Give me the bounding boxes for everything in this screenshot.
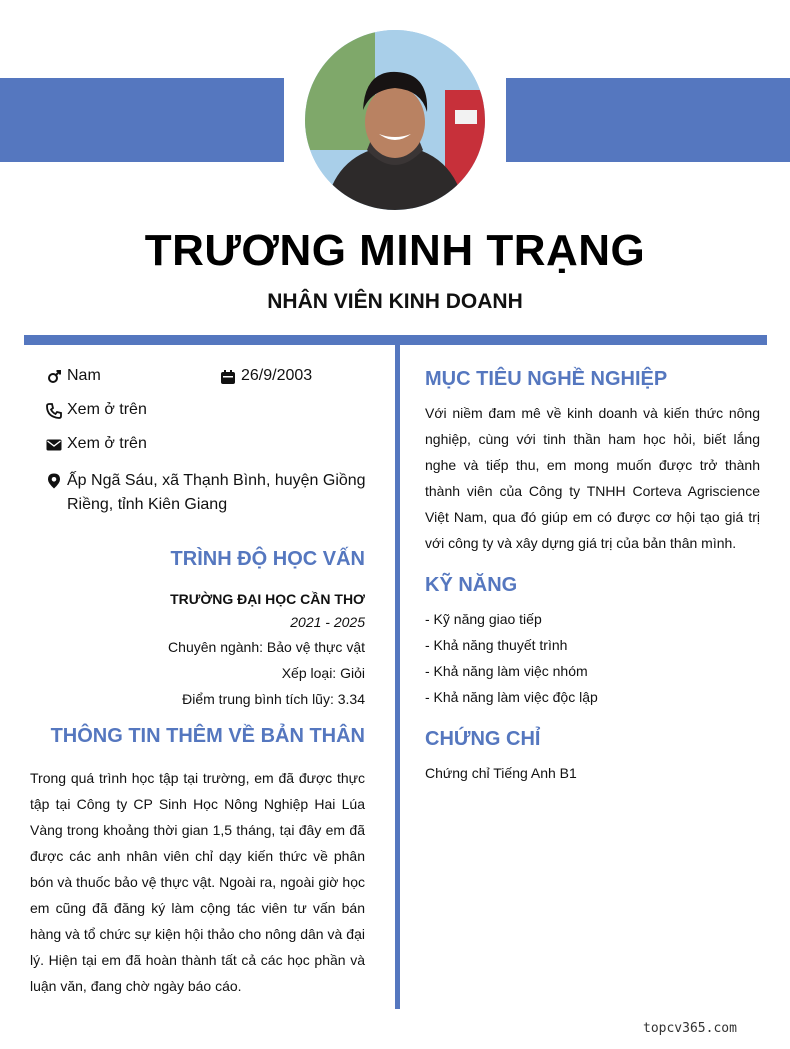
skill-item: - Khả năng làm việc độc lập bbox=[425, 689, 598, 705]
skill-item: - Khả năng thuyết trình bbox=[425, 637, 568, 653]
gpa: Điểm trung bình tích lũy: 3.34 bbox=[182, 691, 365, 707]
watermark: topcv365.com bbox=[643, 1021, 737, 1036]
about-heading: THÔNG TIN THÊM VỀ BẢN THÂN bbox=[50, 725, 365, 747]
birthday-value: 26/9/2003 bbox=[241, 367, 313, 384]
email-value: Xem ở trên bbox=[67, 435, 147, 452]
phone-icon bbox=[46, 403, 62, 419]
mail-icon bbox=[46, 437, 62, 453]
phone-value: Xem ở trên bbox=[67, 401, 147, 418]
rank: Xếp loại: Giỏi bbox=[281, 665, 365, 681]
certificates-heading: CHỨNG CHỈ bbox=[425, 728, 541, 750]
skill-item: - Kỹ năng giao tiếp bbox=[425, 611, 542, 627]
location-pin-icon bbox=[46, 473, 62, 489]
calendar-icon bbox=[220, 369, 236, 385]
gender-icon bbox=[46, 369, 62, 385]
gender-value: Nam bbox=[67, 367, 101, 384]
education-heading: TRÌNH ĐỘ HỌC VẤN bbox=[170, 548, 365, 570]
address-line-1: Ấp Ngã Sáu, xã Thạnh Bình, huyện Giồng bbox=[67, 472, 366, 489]
section-divider bbox=[24, 335, 767, 345]
school-name: TRƯỜNG ĐẠI HỌC CẦN THƠ bbox=[170, 591, 365, 607]
major: Chuyên ngành: Bảo vệ thực vật bbox=[168, 639, 365, 655]
address-line-2: Riềng, tỉnh Kiên Giang bbox=[67, 496, 228, 513]
column-divider bbox=[395, 345, 400, 1009]
email-row bbox=[46, 435, 147, 453]
avatar bbox=[305, 30, 485, 210]
gender-row bbox=[46, 367, 101, 385]
about-text: Trong quá trình học tập tại trường, em đã được thực tập tại Công ty CP Sinh Học Nông Nghiệp Hai Lúa Vàng trong khoảng thời gian 1,5 tháng, tại đây em đã được các anh nhân viên chỉ dạy kiến thức về phân bón và thuốc bảo vệ thực vật. Ngoài ra, ngoài giờ học em cũng đã đăng ký làm cộng tác viên tư vấn bán hàng và tổ chức sự kiện hội thảo cho nông dân và đại lý. Hiện tại em đã hoàn thành tất cả các học phần và luận văn, đang chờ ngày báo cáo. bbox=[30, 770, 365, 994]
certificate-item: Chứng chỉ Tiếng Anh B1 bbox=[425, 765, 577, 781]
header-band-left bbox=[0, 78, 284, 162]
phone-row bbox=[46, 401, 147, 419]
skill-item: - Khả năng làm việc nhóm bbox=[425, 663, 588, 679]
candidate-name: TRƯƠNG MINH TRẠNG bbox=[144, 226, 646, 275]
objective-heading: MỤC TIÊU NGHỀ NGHIỆP bbox=[425, 368, 668, 390]
objective-text: Với niềm đam mê về kinh doanh và kiến thức nông nghiệp, cùng với tinh thần ham học hỏi, biết lắng nghe và tiếp thu, em mong muốn được trở thành thành viên của Công ty TNHH Corteva Agriscience Việt Nam, qua đó giúp em có được cơ hội tạo giá trị với công ty và xây dựng giá trị của bản thân mình. bbox=[425, 405, 760, 551]
study-period: 2021 - 2025 bbox=[290, 614, 365, 630]
job-title: NHÂN VIÊN KINH DOANH bbox=[267, 290, 523, 313]
skills-heading: KỸ NĂNG bbox=[425, 574, 518, 596]
address-row bbox=[46, 469, 366, 517]
header-band-right bbox=[506, 78, 790, 162]
birthday-row bbox=[220, 367, 312, 385]
